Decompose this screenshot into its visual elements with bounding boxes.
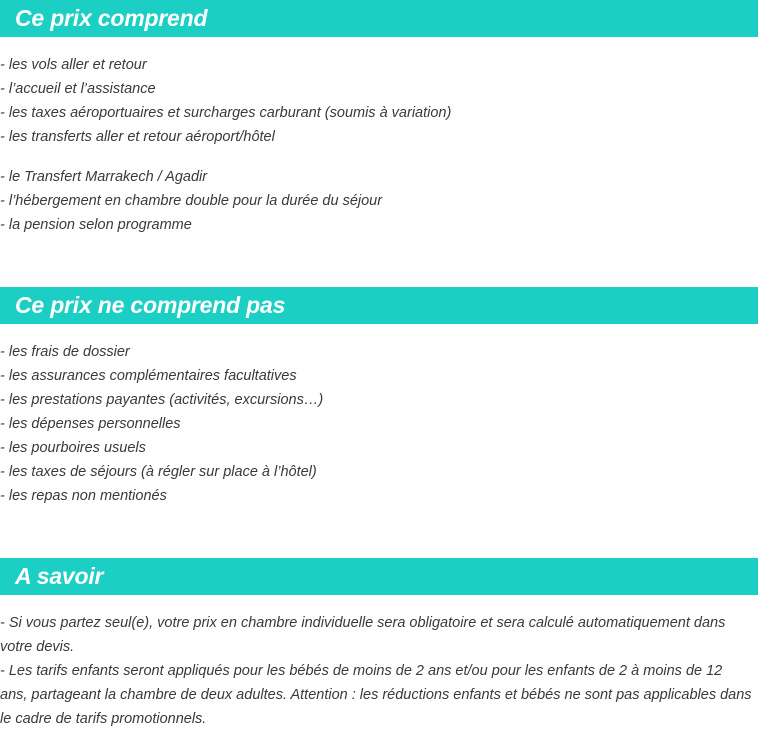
list-item: - les taxes aéroportuaires et surcharges carburant (soumis à variation) (0, 105, 452, 121)
list-item: - les frais de dossier (0, 344, 130, 360)
list-item: - les transferts aller et retour aéroport/hôtel (0, 129, 275, 145)
list-item: - les assurances complémentaires facultatives (0, 368, 297, 384)
list-item: - les vols aller et retour (0, 57, 147, 73)
list-item: - l’hébergement en chambre double pour la durée du séjour (0, 193, 383, 209)
excluded-title: Ce prix ne comprend pas (15, 292, 286, 318)
list-item: - les pourboires usuels (0, 440, 146, 456)
included-list-group2 (0, 165, 758, 237)
excluded-header (0, 287, 758, 324)
note-paragraph: - Les tarifs enfants seront appliqués pour les bébés de moins de 2 ans et/ou pour les enfants de 2 à moins de 12 ans, partageant la chambre de deux adultes. Attention : les réductions enfants et bébés ne sont pas applicables dans le cadre de tarifs promotionnels. (0, 663, 752, 727)
included-title: Ce prix comprend (15, 5, 208, 31)
list-item: - les dépenses personnelles (0, 416, 181, 432)
list-item: - le Transfert Marrakech / Agadir (0, 169, 208, 185)
included-header (0, 0, 758, 37)
excluded-list (0, 340, 758, 508)
notes-title: A savoir (15, 563, 104, 589)
included-list-group1 (0, 53, 758, 149)
note-paragraph: - Si vous partez seul(e), votre prix en chambre individuelle sera obligatoire et sera calculé automatiquement dans votre devis. (0, 615, 726, 655)
list-item: - les repas non mentionés (0, 488, 167, 504)
list-item: - l’accueil et l’assistance (0, 81, 156, 97)
notes-text (0, 611, 752, 731)
list-item: - les prestations payantes (activités, excursions…) (0, 392, 324, 408)
notes-header (0, 558, 758, 595)
list-item: - la pension selon programme (0, 217, 192, 233)
list-item: - les taxes de séjours (à régler sur place à l’hôtel) (0, 464, 317, 480)
